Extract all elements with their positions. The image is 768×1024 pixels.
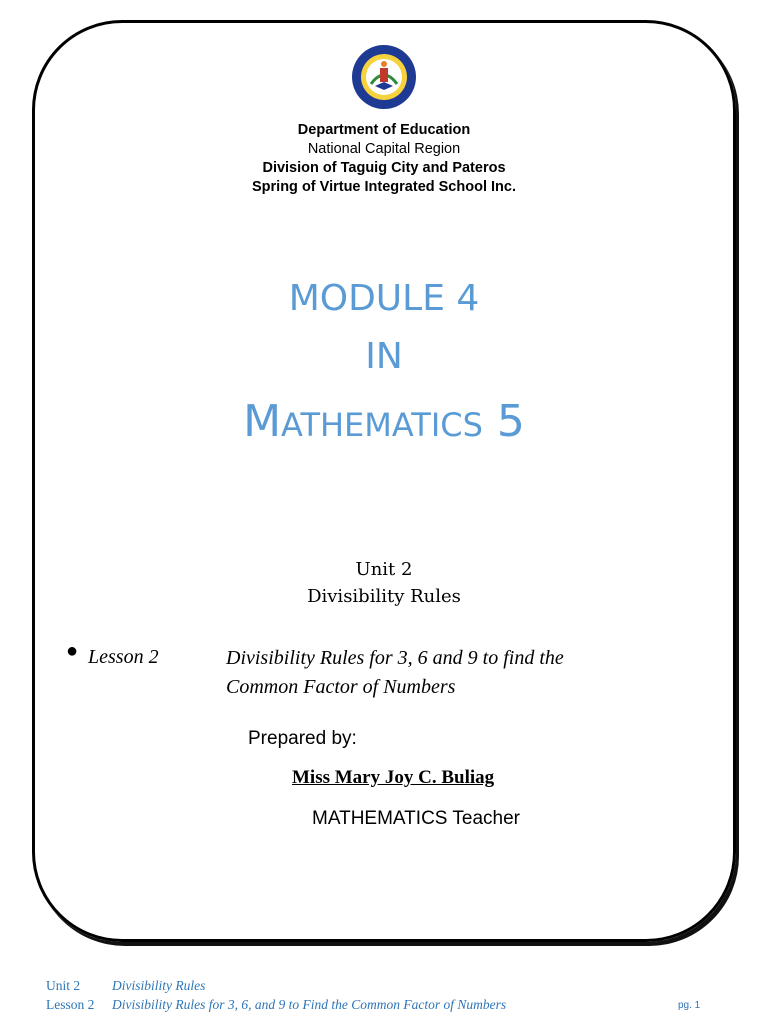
bullet-icon: ● — [66, 640, 79, 662]
unit-label: Unit 2 — [355, 559, 413, 580]
subject-title-rest: ATHEMATICS — [281, 406, 483, 444]
lesson-title-line2: Common Factor of Numbers — [226, 676, 456, 698]
unit-name: Divisibility Rules — [307, 586, 461, 607]
footer-unit-name: Divisibility Rules — [112, 978, 206, 993]
school-name: Spring of Virtue Integrated School Inc. — [252, 179, 516, 195]
prepared-by-label: Prepared by: — [248, 728, 357, 749]
lesson-title — [226, 644, 646, 702]
school-seal-logo — [351, 44, 417, 110]
footer-lesson-name: Divisibility Rules for 3, 6, and 9 to Find the Common Factor of Numbers — [112, 997, 507, 1012]
division-label: Division of Taguig City and Pateros — [262, 160, 506, 176]
department-label: Department of Education — [297, 122, 471, 138]
subject-title-cap: M — [243, 396, 282, 447]
footer-unit-tag: Unit 2 — [46, 978, 81, 993]
footer-lesson — [46, 997, 766, 1013]
subject-title — [0, 396, 768, 447]
module-title-in: IN — [365, 336, 403, 377]
teacher-role: MATHEMATICS Teacher — [312, 808, 520, 829]
footer-lesson-tag: Lesson 2 — [46, 997, 95, 1012]
lesson-label: Lesson 2 — [88, 646, 159, 668]
teacher-name: Miss Mary Joy C. Buliag — [292, 767, 495, 788]
header-block — [0, 121, 768, 197]
page-number: pg. 1 — [678, 1000, 701, 1011]
lesson-title-line1: Divisibility Rules for 3, 6 and 9 to find the — [226, 647, 564, 669]
footer-unit — [46, 978, 766, 994]
region-label: National Capital Region — [307, 141, 461, 157]
module-title: MODULE 4 — [288, 278, 480, 319]
subject-grade: 5 — [496, 396, 525, 447]
unit-block — [0, 556, 768, 610]
